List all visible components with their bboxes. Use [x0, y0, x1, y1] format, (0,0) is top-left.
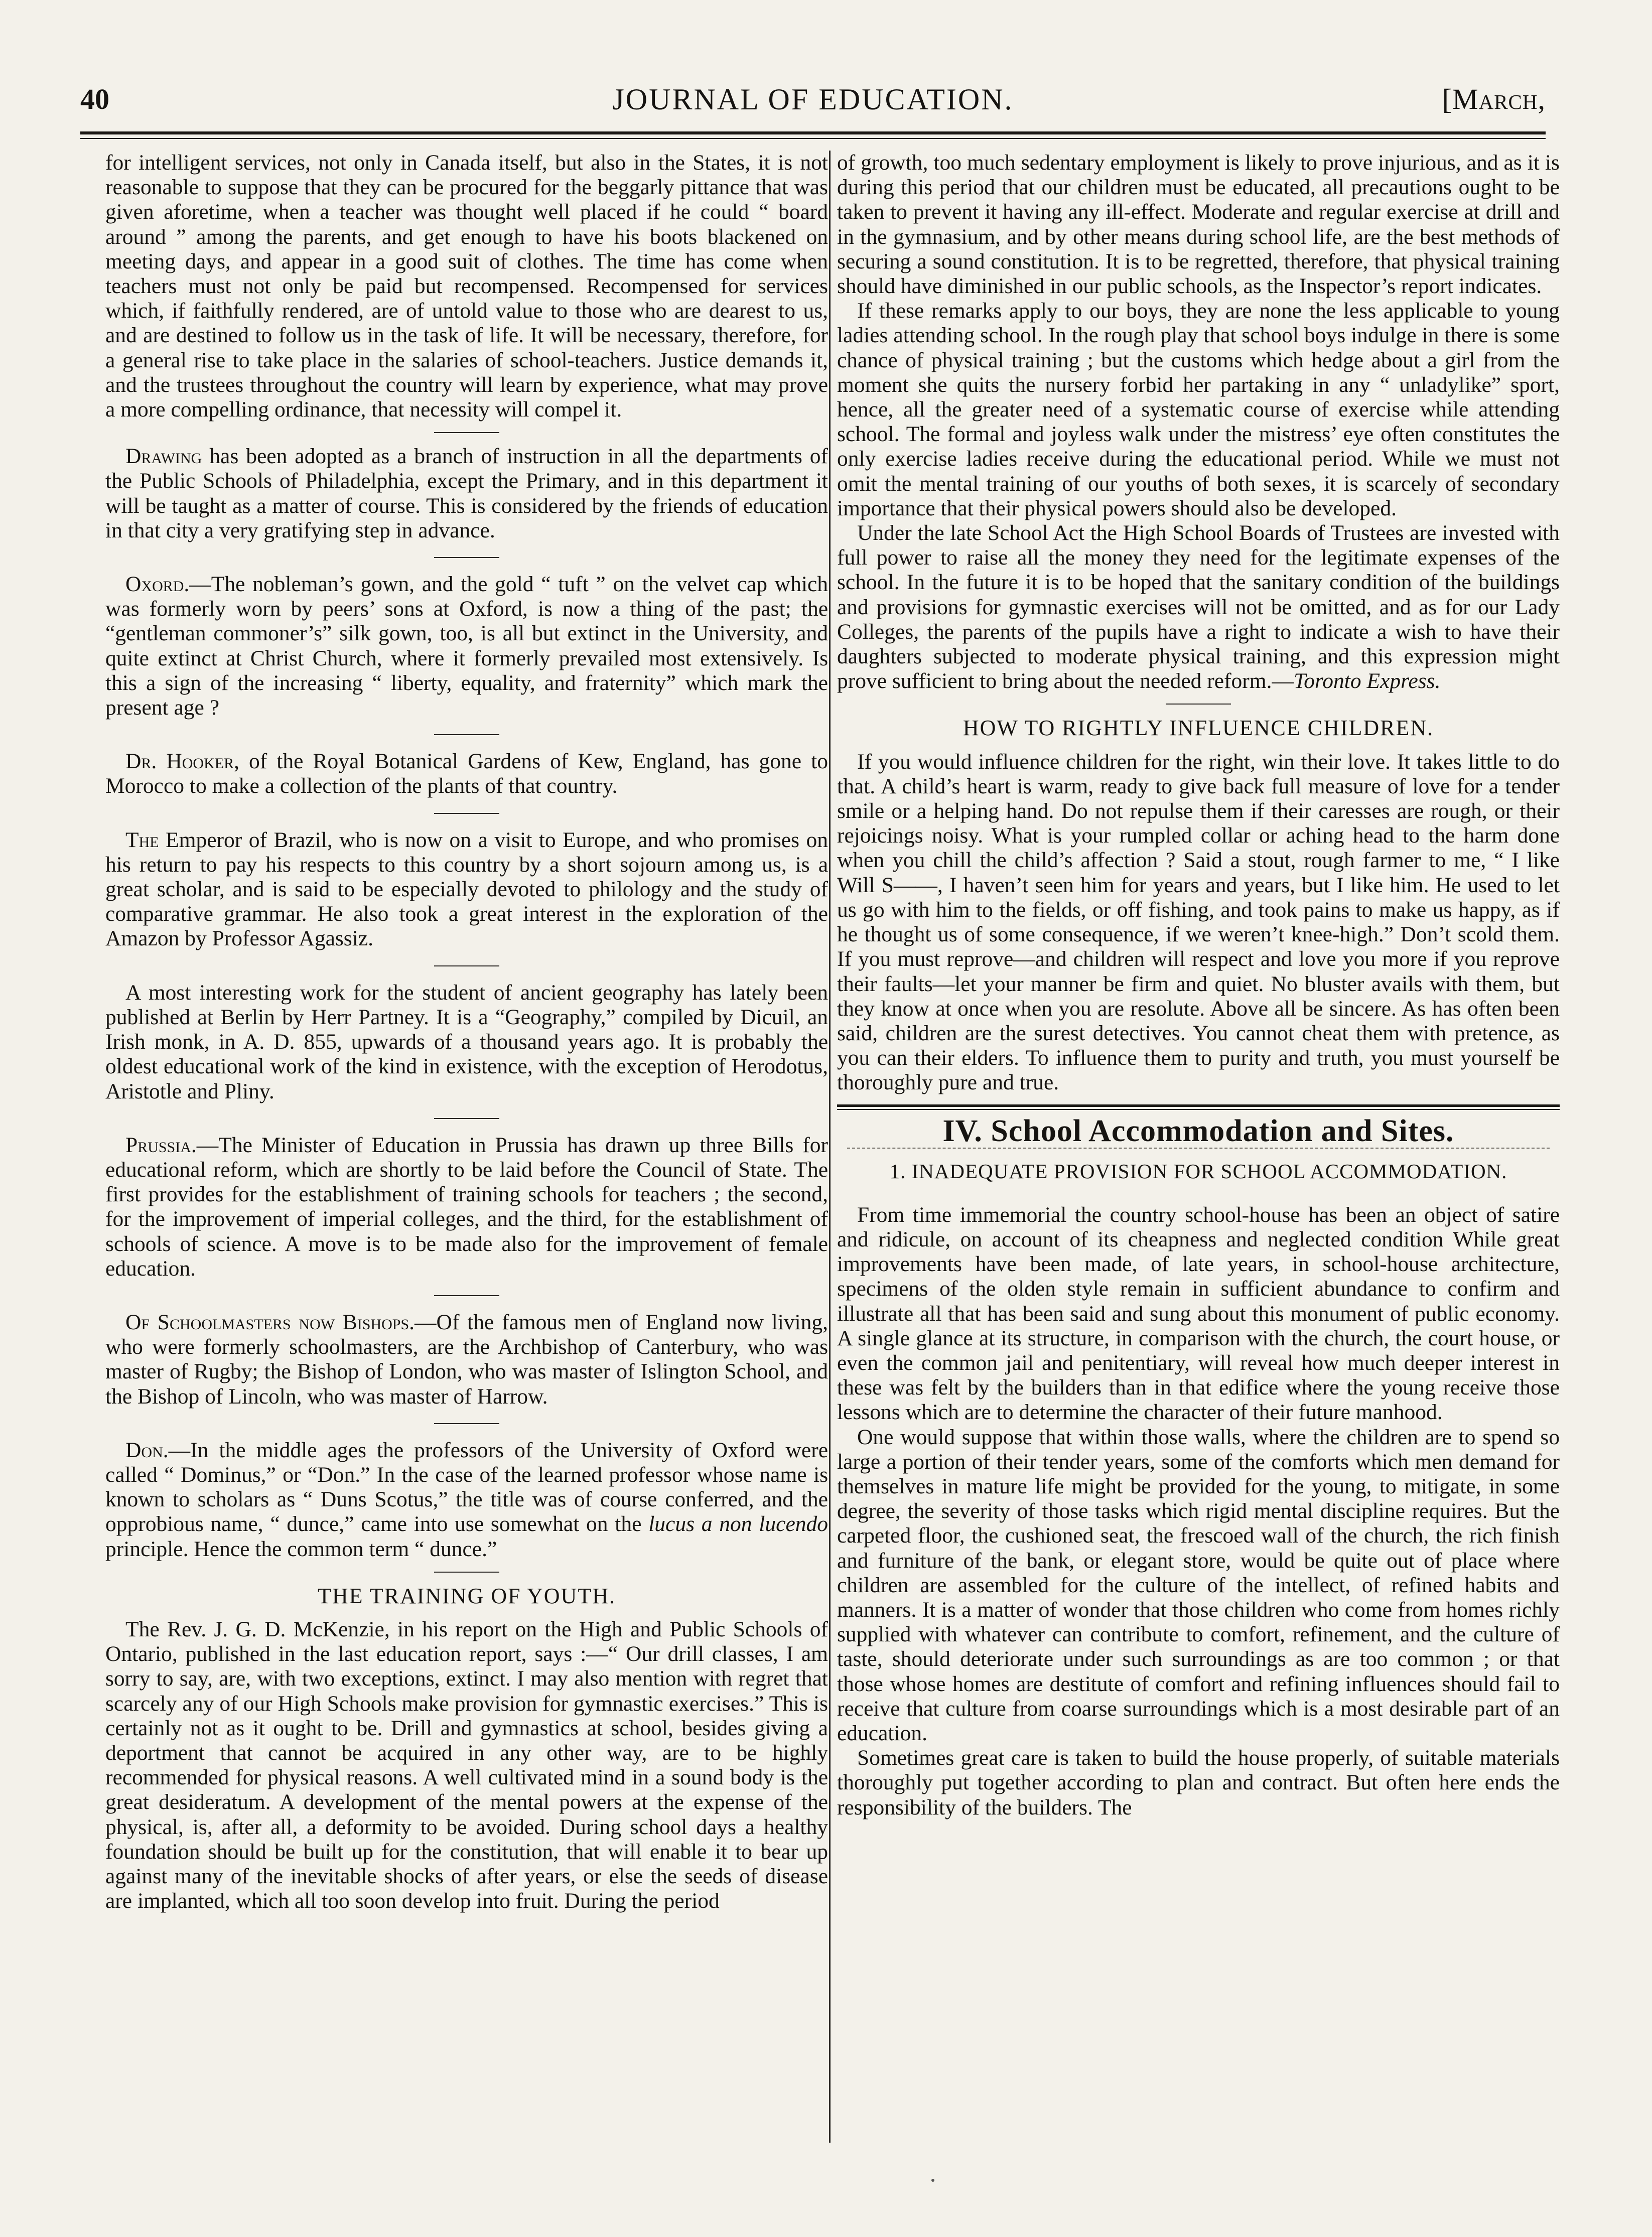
article-lead: The — [125, 827, 159, 852]
article-accommodation-p2: One would suppose that within those walls, where the children are to spend so large a portion of their tender years, some of the comforts which men demand for themselves in mature life might be provided for the young, to mitigate, in some degree, the severity of those tasks which rigid mental discipline requires. But the carpeted floor, the cushioned seat, the frescoed wall of the church, the rich finish and furniture of the bank, or elegant store, would be quite out of place where children are assembled for the culture of the intellect, of refined habits and manners. It is a matter of wonder that those children who come from homes richly supplied with whatever can contribute to comfort, refinement, and the culture of taste, should deteriorate under such surroundings as are too common ; or that those whose homes are destitute of comfort and refining influences should fail to receive that culture from coarse surroundings which is a most desirable part of an education. — [837, 1425, 1560, 1745]
source-credit: Toronto Express. — [1294, 669, 1441, 693]
article-training-continued: of growth, too much sedentary employment is likely to prove injurious, and as it is during this period that our children must be educated, all precautions ought to be taken to prevent it having any ill-effect. Moderate and regular exercise at drill and in the gymnasium, and by other means during school life, are the best methods of securing a sound constitution. It is to be regretted, therefore, that physical training should have diminished in our public schools, as the Inspector’s report indicates. — [837, 151, 1560, 299]
running-head — [80, 75, 1546, 125]
article-lead: Drawing — [125, 444, 202, 469]
column-divider — [829, 151, 831, 2143]
article-trustees: Under the late School Act the High School Boards of Trustees are invested with full power to raise all the money they need for the legitimate expenses of the school. In the future it is to be hoped that the sanitary condition of the buildings and provisions for gymnastic exercises will not be omitted, and as for our Lady Colleges, the parents of the pupils have a right to indicate a wish to have their daughters subjected to moderate physical training, and this expression might prove sufficient to bring about the needed reform.—Toronto Express. — [837, 521, 1560, 693]
article-lead: Don. — [125, 1438, 169, 1462]
separator-rule — [434, 1572, 499, 1573]
separator-rule — [434, 813, 499, 814]
separator-rule — [434, 432, 499, 433]
section-heading: IV. School Accommodation and Sites. — [942, 1113, 1454, 1148]
article-hooker: Dr. Hooker, of the Royal Botanical Gardens of Kew, England, has gone to Morocco to make a collection of the plants of that country. — [105, 749, 828, 798]
separator-rule — [434, 1118, 499, 1119]
article-lead: Prussia. — [125, 1133, 197, 1157]
article-training-of-youth: The Rev. J. G. D. McKenzie, in his report on the High and Public Schools of Ontario, published in the last education report, says :—“ Our drill classes, I am sorry to say, are, with two exceptions, extinct. I may also mention with regret that scarcely any of our High Schools make provision for gymnastic exercises.” This is certainly not as it ought to be. Drill and gymnastics at school, besides giving a deportment that cannot be acquired in any other way, are to be highly recommended for physical reasons. A well cultivated mind in a sound body is the great desideratum. A development of the mental powers at the expense of the physical, is, after all, a deformity to be avoided. During school days a healthy foundation should be built up for the constitution, that will enable it to bear up against many of the inevitable shocks of after years, or else the seeds of disease are implanted, which all too soon develop into fruit. During the period — [105, 1617, 828, 1913]
right-column — [837, 151, 1560, 2153]
header-rule — [80, 131, 1546, 139]
article-lead: Dr. Hooker — [125, 749, 234, 774]
page-number: 40 — [80, 83, 109, 115]
separator-rule — [434, 557, 499, 558]
article-prussia: Prussia.—The Minister of Education in Prussia has drawn up three Bills for educational reform, which are shortly to be laid before the Council of State. The first provides for the establishment of training schools for teachers ; the second, for the improvement of imperial colleges, and the third, for the establishment of schools of science. A move is to be made also for the improvement of female education. — [105, 1133, 828, 1281]
left-column — [105, 151, 828, 2153]
heading-training-of-youth: THE TRAINING OF YOUTH. — [318, 1583, 616, 1608]
article-accommodation-p1: From time immemorial the country school-house has been an object of satire and ridicule, on account of its cheapness and neglected condition While great improvements have been made, of late years, in school-house architecture, specimens of the olden style remain in sufficient abundance to confirm and illustrate all that has been said and sung about this monument of public economy. A single glance at its structure, in comparison with the church, the court house, or even the common jail and penitentiary, will reveal how much deeper interest in these was felt by the builders than in that edifice where the young receive those lessons which are to determine the character of their future manhood. — [837, 1202, 1560, 1425]
article-accommodation-p3: Sometimes great care is taken to build the house properly, of suitable materials thoroughly put together according to plan and contract. But often here ends the responsibility of the builders. The — [837, 1746, 1560, 1820]
article-lead: Oxord. — [125, 572, 190, 597]
article-emperor-brazil: The Emperor of Brazil, who is now on a visit to Europe, and who promises on his return to pay his respects to this country by a short sojourn among us, is a great scholar, and is said to be especially devoted to philology and the study of comparative grammar. He also took a great interest in the exploration of the Amazon by Professor Agassiz. — [105, 827, 828, 951]
article-young-ladies: If these remarks apply to our boys, they are none the less applicable to young ladies attending school. In the rough play that school boys indulge in there is some chance of physical training ; but the customs which hedge about a girl from the moment she quits the nursery forbid her partaking in any “ unladylike” sport, hence, all the greater need of a systematic course of exercise while attending school. The formal and joyless walk under the mistress’ eye often constitutes the only exercise ladies receive during the educational period. While we must not omit the mental training of our youths of both sexes, it is scarcely of secondary importance that their physical powers should also be developed. — [837, 299, 1560, 520]
section-rule — [837, 1104, 1560, 1110]
heading-influence-children: HOW TO RIGHTLY INFLUENCE CHILDREN. — [962, 716, 1434, 741]
latin-phrase: lucus a non lucendo — [648, 1512, 828, 1536]
ink-speck — [931, 2179, 934, 2182]
separator-rule — [434, 734, 499, 735]
article-schoolmasters-bishops: Of Schoolmasters now Bishops.—Of the famous men of England now living, who were formerly schoolmasters, are the Archbishop of Canterbury, who was master of Rugby; the Bishop of London, who was master of Islington School, and the Bishop of Lincoln, who was master of Harrow. — [105, 1310, 828, 1409]
separator-rule — [434, 965, 499, 966]
separator-rule — [434, 1295, 499, 1296]
article-oxford: Oxord.—The nobleman’s gown, and the gold “ tuft ” on the velvet cap which was formerly worn by peers’ sons at Oxford, is now a thing of the past; the “gentleman commoner’s” silk gown, too, is all but extinct in the University, and quite extinct at Christ Church, where it formerly prevailed most extensively. Is this a sign of the increasing “ liberty, equality, and fraternity” which mark the present age ? — [105, 572, 828, 720]
article-drawing: Drawing has been adopted as a branch of instruction in all the departments of the Public Schools of Philadelphia, except the Primary, and in this department it will be taught as a matter of course. This is considered by the friends of education in that city a very gratifying step in advance. — [105, 444, 828, 542]
article-influence-children: If you would influence children for the right, win their love. It takes little to do that. A child’s heart is warm, ready to give back full measure of love for a tender smile or a helping hand. Do not repulse them if their caresses are rough, or their rejoicings noisy. What is your rumpled collar or aching head to the harm done when you chill the child’s affection ? Said a stout, rough farmer to me, “ I like Will S——, I haven’t seen him for years and years, but I like him. He used to let us go with him to the fields, or off fishing, and took pains to make us happy, as if he thought us of some consequence, if we weren’t knee-high.” Don’t scold them. If you must reprove—and children will respect and love you more if you reprove their faults—let your manner be firm and quiet. No bluster avails with them, but they know at once when you are resolute. Above all be sincere. As has often been said, children are the surest detectives. You cannot cheat them with pretence, as you can their elders. To influence them to purity and truth, you must yourself be thoroughly pure and true. — [837, 749, 1560, 1095]
article-teachers-salaries: for intelligent services, not only in Canada itself, but also in the States, it is not reasonable to suppose that they can be procured for the beggarly pittance that was given aforetime, when a teacher was thought well placed if he could “ board around ” among the parents, and get enough to have his boots blackened on meeting days, and appear in a good suit of clothes. The time has come when teachers must not only be paid but recompensed. Recompensed for services which, if faithfully rendered, are of untold value to those who are dearest to us, and are destined to follow us in the task of life. It will be necessary, therefore, for a general rise to take place in the salaries of school-teachers. Justice demands it, and the trustees throughout the country will learn by experience, what may prove a more compelling ordinance, that necessity will compel it. — [105, 151, 828, 422]
separator-rule — [434, 1423, 499, 1424]
separator-rule — [1166, 704, 1231, 705]
journal-title: JOURNAL OF EDUCATION. — [612, 83, 1014, 116]
article-don: Don.—In the middle ages the professors of the University of Oxford were called “ Dominus,” or “Don.” In the case of the learned professor whose name is known to scholars as “ Duns Scotus,” the title was of course conferred, and the opprobious name, “ dunce,” came into use somewhat on the lucus a non lucendo principle. Hence the common term “ dunce.” — [105, 1438, 828, 1561]
issue-month: [March, — [1442, 83, 1546, 115]
article-lead: Of Schoolmasters now Bishops. — [125, 1310, 415, 1334]
subsection-heading: 1. INADEQUATE PROVISION FOR SCHOOL ACCOMMODATION. — [889, 1159, 1507, 1183]
article-ancient-geography: A most interesting work for the student of ancient geography has lately been published at Berlin by Herr Partney. It is a “Geography,” compiled by Dicuil, an Irish monk, in A. D. 855, upwards of a thousand years ago. It is probably the oldest educational work of the kind in existence, with the exception of Herodotus, Aristotle and Pliny. — [105, 980, 828, 1103]
